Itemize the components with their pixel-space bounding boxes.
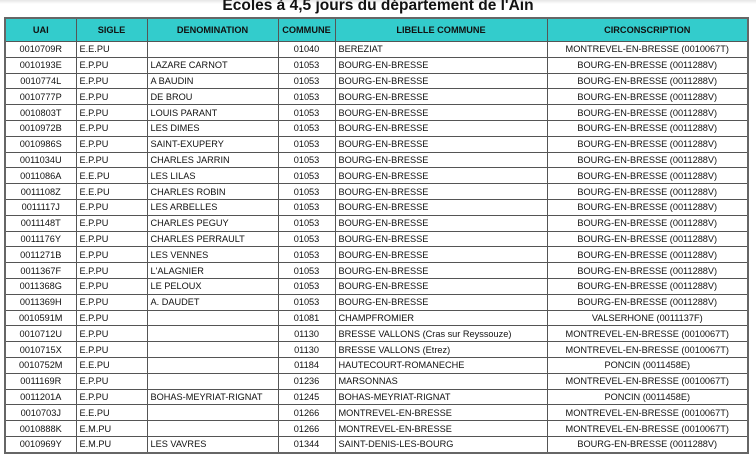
cell-commune: 01053 [278, 215, 335, 231]
cell-uai: 0011086A [5, 168, 76, 184]
cell-sigle: E.M.PU [76, 436, 147, 452]
cell-circonscription: BOURG-EN-BRESSE (0011288V) [547, 105, 748, 121]
cell-commune: 01053 [278, 120, 335, 136]
cell-circonscription: MONTREVEL-EN-BRESSE (0010067T) [547, 42, 748, 58]
cell-denomination: A BAUDIN [147, 73, 278, 89]
schools-table [4, 17, 749, 454]
table-row [5, 247, 748, 263]
cell-sigle: E.P.PU [76, 152, 147, 168]
cell-libelle-commune: SAINT-DENIS-LES-BOURG [335, 436, 547, 452]
cell-libelle-commune: CHAMPFROMIER [335, 310, 547, 326]
cell-libelle-commune: MARSONNAS [335, 373, 547, 389]
cell-circonscription: BOURG-EN-BRESSE (0011288V) [547, 294, 748, 310]
cell-sigle: E.P.PU [76, 215, 147, 231]
table-row [5, 89, 748, 105]
cell-uai: 0010703J [5, 405, 76, 421]
table-row [5, 278, 748, 294]
cell-commune: 01245 [278, 389, 335, 405]
cell-circonscription: BOURG-EN-BRESSE (0011288V) [547, 184, 748, 200]
cell-sigle: E.P.PU [76, 389, 147, 405]
cell-circonscription: PONCIN (0011458E) [547, 357, 748, 373]
header-sigle: SIGLE [76, 18, 147, 42]
cell-sigle: E.P.PU [76, 310, 147, 326]
cell-uai: 0011367F [5, 263, 76, 279]
table-row [5, 152, 748, 168]
cell-commune: 01053 [278, 168, 335, 184]
cell-denomination: LE PELOUX [147, 278, 278, 294]
cell-commune: 01053 [278, 105, 335, 121]
cell-commune: 01053 [278, 184, 335, 200]
cell-libelle-commune: BRESSE VALLONS (Cras sur Reyssouze) [335, 326, 547, 342]
table-row [5, 42, 748, 58]
cell-circonscription: BOURG-EN-BRESSE (0011288V) [547, 436, 748, 452]
table-row [5, 199, 748, 215]
cell-circonscription: BOURG-EN-BRESSE (0011288V) [547, 136, 748, 152]
cell-commune: 01344 [278, 436, 335, 452]
cell-libelle-commune: BOURG-EN-BRESSE [335, 231, 547, 247]
cell-denomination: SAINT-EXUPERY [147, 136, 278, 152]
cell-commune: 01053 [278, 73, 335, 89]
cell-commune: 01053 [278, 199, 335, 215]
cell-denomination [147, 326, 278, 342]
cell-sigle: E.P.PU [76, 278, 147, 294]
cell-commune: 01053 [278, 294, 335, 310]
page-title: Ecoles à 4,5 jours du département de l'Ain [222, 0, 534, 14]
table-row [5, 263, 748, 279]
cell-sigle: E.E.PU [76, 168, 147, 184]
cell-uai: 0010986S [5, 136, 76, 152]
table-header-row [5, 18, 748, 42]
cell-sigle: E.P.PU [76, 105, 147, 121]
cell-sigle: E.M.PU [76, 421, 147, 437]
table-row [5, 231, 748, 247]
cell-denomination: LES LILAS [147, 168, 278, 184]
table-row [5, 342, 748, 358]
table-row [5, 310, 748, 326]
cell-libelle-commune: BOURG-EN-BRESSE [335, 278, 547, 294]
cell-denomination: A. DAUDET [147, 294, 278, 310]
cell-uai: 0011148T [5, 215, 76, 231]
cell-uai: 0010774L [5, 73, 76, 89]
cell-uai: 0011201A [5, 389, 76, 405]
cell-circonscription: MONTREVEL-EN-BRESSE (0010067T) [547, 342, 748, 358]
table-row [5, 326, 748, 342]
cell-denomination: LES ARBELLES [147, 199, 278, 215]
table-row [5, 405, 748, 421]
cell-uai: 0011169R [5, 373, 76, 389]
table-row [5, 168, 748, 184]
cell-commune: 01053 [278, 278, 335, 294]
header-uai: UAI [5, 18, 76, 42]
cell-denomination: LES VENNES [147, 247, 278, 263]
cell-commune: 01053 [278, 247, 335, 263]
cell-libelle-commune: BRESSE VALLONS (Etrez) [335, 342, 547, 358]
cell-libelle-commune: BOURG-EN-BRESSE [335, 152, 547, 168]
cell-sigle: E.P.PU [76, 231, 147, 247]
cell-circonscription: MONTREVEL-EN-BRESSE (0010067T) [547, 405, 748, 421]
cell-circonscription: BOURG-EN-BRESSE (0011288V) [547, 231, 748, 247]
cell-sigle: E.P.PU [76, 57, 147, 73]
cell-circonscription: BOURG-EN-BRESSE (0011288V) [547, 57, 748, 73]
cell-uai: 0011271B [5, 247, 76, 263]
cell-uai: 0010715X [5, 342, 76, 358]
cell-libelle-commune: BOURG-EN-BRESSE [335, 215, 547, 231]
cell-circonscription: VALSERHONE (0011137F) [547, 310, 748, 326]
cell-libelle-commune: HAUTECOURT-ROMANECHE [335, 357, 547, 373]
cell-denomination: CHARLES PEGUY [147, 215, 278, 231]
cell-uai: 0010752M [5, 357, 76, 373]
table-row [5, 421, 748, 437]
cell-denomination: CHARLES ROBIN [147, 184, 278, 200]
cell-circonscription: BOURG-EN-BRESSE (0011288V) [547, 89, 748, 105]
table-row [5, 57, 748, 73]
cell-circonscription: BOURG-EN-BRESSE (0011288V) [547, 168, 748, 184]
cell-commune: 01053 [278, 57, 335, 73]
cell-libelle-commune: BOURG-EN-BRESSE [335, 73, 547, 89]
cell-denomination: LAZARE CARNOT [147, 57, 278, 73]
cell-commune: 01266 [278, 405, 335, 421]
cell-libelle-commune: BOURG-EN-BRESSE [335, 136, 547, 152]
cell-uai: 0011034U [5, 152, 76, 168]
cell-libelle-commune: BOURG-EN-BRESSE [335, 184, 547, 200]
cell-commune: 01053 [278, 263, 335, 279]
cell-denomination [147, 373, 278, 389]
cell-commune: 01236 [278, 373, 335, 389]
header-commune: COMMUNE [278, 18, 335, 42]
cell-circonscription: BOURG-EN-BRESSE (0011288V) [547, 199, 748, 215]
cell-commune: 01040 [278, 42, 335, 58]
cell-sigle: E.P.PU [76, 120, 147, 136]
cell-libelle-commune: MONTREVEL-EN-BRESSE [335, 421, 547, 437]
cell-uai: 0011369H [5, 294, 76, 310]
cell-circonscription: MONTREVEL-EN-BRESSE (0010067T) [547, 326, 748, 342]
cell-denomination: CHARLES PERRAULT [147, 231, 278, 247]
cell-libelle-commune: BOURG-EN-BRESSE [335, 294, 547, 310]
cell-uai: 0010803T [5, 105, 76, 121]
cell-uai: 0010709R [5, 42, 76, 58]
cell-libelle-commune: BOHAS-MEYRIAT-RIGNAT [335, 389, 547, 405]
cell-uai: 0011108Z [5, 184, 76, 200]
cell-sigle: E.E.PU [76, 42, 147, 58]
cell-sigle: E.E.PU [76, 184, 147, 200]
table-row [5, 357, 748, 373]
cell-uai: 0010712U [5, 326, 76, 342]
cell-denomination: LES DIMES [147, 120, 278, 136]
cell-libelle-commune: BOURG-EN-BRESSE [335, 168, 547, 184]
cell-denomination [147, 421, 278, 437]
cell-circonscription: BOURG-EN-BRESSE (0011288V) [547, 247, 748, 263]
cell-sigle: E.P.PU [76, 373, 147, 389]
cell-uai: 0010972B [5, 120, 76, 136]
cell-commune: 01053 [278, 89, 335, 105]
cell-sigle: E.E.PU [76, 405, 147, 421]
cell-libelle-commune: BOURG-EN-BRESSE [335, 263, 547, 279]
cell-denomination [147, 342, 278, 358]
table-row [5, 105, 748, 121]
table-row [5, 373, 748, 389]
cell-circonscription: MONTREVEL-EN-BRESSE (0010067T) [547, 373, 748, 389]
cell-uai: 0011368G [5, 278, 76, 294]
cell-uai: 0011176Y [5, 231, 76, 247]
cell-circonscription: BOURG-EN-BRESSE (0011288V) [547, 120, 748, 136]
cell-circonscription: BOURG-EN-BRESSE (0011288V) [547, 152, 748, 168]
cell-denomination [147, 357, 278, 373]
cell-libelle-commune: BOURG-EN-BRESSE [335, 247, 547, 263]
cell-commune: 01053 [278, 231, 335, 247]
cell-uai: 0010888K [5, 421, 76, 437]
cell-sigle: E.P.PU [76, 73, 147, 89]
cell-uai: 0010591M [5, 310, 76, 326]
cell-circonscription: MONTREVEL-EN-BRESSE (0010067T) [547, 421, 748, 437]
cell-circonscription: BOURG-EN-BRESSE (0011288V) [547, 73, 748, 89]
cell-libelle-commune: BOURG-EN-BRESSE [335, 57, 547, 73]
cell-sigle: E.P.PU [76, 89, 147, 105]
cell-libelle-commune: BOURG-EN-BRESSE [335, 199, 547, 215]
cell-commune: 01081 [278, 310, 335, 326]
cell-libelle-commune: BOURG-EN-BRESSE [335, 105, 547, 121]
cell-circonscription: PONCIN (0011458E) [547, 389, 748, 405]
cell-sigle: E.P.PU [76, 263, 147, 279]
cell-sigle: E.E.PU [76, 357, 147, 373]
cell-circonscription: BOURG-EN-BRESSE (0011288V) [547, 263, 748, 279]
cell-uai: 0011117J [5, 199, 76, 215]
cell-denomination: LES VAVRES [147, 436, 278, 452]
cell-circonscription: BOURG-EN-BRESSE (0011288V) [547, 278, 748, 294]
cell-libelle-commune: BOURG-EN-BRESSE [335, 120, 547, 136]
table-row [5, 184, 748, 200]
cell-denomination [147, 42, 278, 58]
table-row [5, 436, 748, 452]
cell-libelle-commune: BOURG-EN-BRESSE [335, 89, 547, 105]
cell-denomination: CHARLES JARRIN [147, 152, 278, 168]
table-row [5, 73, 748, 89]
cell-circonscription: BOURG-EN-BRESSE (0011288V) [547, 215, 748, 231]
cell-commune: 01053 [278, 152, 335, 168]
cell-sigle: E.P.PU [76, 247, 147, 263]
cell-libelle-commune: BEREZIAT [335, 42, 547, 58]
header-denomination: DENOMINATION [147, 18, 278, 42]
cell-denomination: BOHAS-MEYRIAT-RIGNAT [147, 389, 278, 405]
table-row [5, 120, 748, 136]
cell-commune: 01266 [278, 421, 335, 437]
cell-libelle-commune: MONTREVEL-EN-BRESSE [335, 405, 547, 421]
cell-denomination: L'ALAGNIER [147, 263, 278, 279]
cell-commune: 01184 [278, 357, 335, 373]
cell-sigle: E.P.PU [76, 326, 147, 342]
table-row [5, 389, 748, 405]
cell-uai: 0010969Y [5, 436, 76, 452]
cell-commune: 01053 [278, 136, 335, 152]
cell-uai: 0010777P [5, 89, 76, 105]
header-libelle-commune: LIBELLE COMMUNE [335, 18, 547, 42]
cell-sigle: E.P.PU [76, 199, 147, 215]
cell-uai: 0010193E [5, 57, 76, 73]
cell-sigle: E.P.PU [76, 294, 147, 310]
table-body [5, 42, 748, 453]
cell-commune: 01130 [278, 326, 335, 342]
cell-denomination [147, 405, 278, 421]
cell-denomination: LOUIS PARANT [147, 105, 278, 121]
cell-commune: 01130 [278, 342, 335, 358]
table-row [5, 136, 748, 152]
cell-denomination [147, 310, 278, 326]
table-row [5, 294, 748, 310]
cell-sigle: E.P.PU [76, 136, 147, 152]
cell-denomination: DE BROU [147, 89, 278, 105]
cell-sigle: E.P.PU [76, 342, 147, 358]
header-circonscription: CIRCONSCRIPTION [547, 18, 748, 42]
table-row [5, 215, 748, 231]
